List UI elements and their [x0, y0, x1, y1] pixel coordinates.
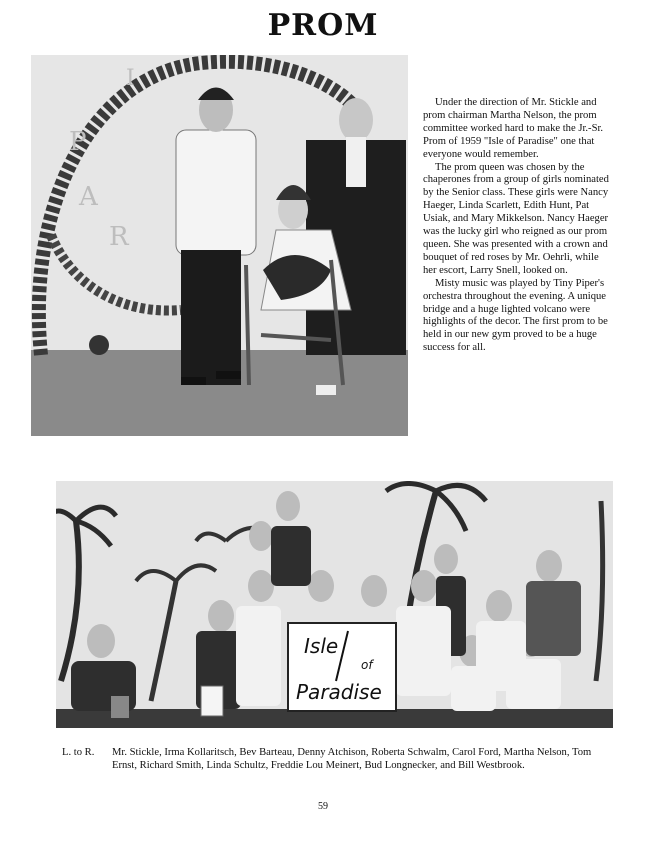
- caption-names: Mr. Stickle, Irma Kollaritsch, Bev Barteau, Denny Atchison, Roberta Schwalm, Carol Ford, Martha Nelson, Tom Ernst, Richard Smith, Linda Schultz, Freddie Lou Meinert, Bud Longnecker, and Bill Westbrook.: [112, 747, 592, 771]
- article-paragraph: The prom queen was chosen by the chaperones from a group of girls nominated by the Senior class. These girls were Nancy Haeger, Linda Scarlett, Edith Hunt, Pat Usiak, and Mary Mikkelson. Nancy Haeger was the lucky girl who reigned as our prom queen. She was presented with a crown and bouquet of red roses by Mr. Oehrli, while her escort, Larry Snell, looked on.: [423, 161, 609, 276]
- svg-text:A: A: [79, 182, 98, 212]
- svg-text:P: P: [69, 127, 87, 157]
- svg-text:R: R: [109, 222, 129, 252]
- page-number: 59: [318, 801, 328, 812]
- prom-queen-photo: [31, 55, 408, 436]
- article-paragraph: Under the direction of Mr. Stickle and prom chairman Martha Nelson, the prom committee worked hard to make the Jr.-Sr. Prom of 1959 "Isle of Paradise" one that everyone would remember.: [423, 97, 604, 160]
- article-text: [423, 97, 613, 355]
- page-title: PROM: [267, 8, 379, 43]
- svg-text:I: I: [126, 66, 135, 91]
- photo-caption: [62, 746, 602, 772]
- article-paragraph: Misty music was played by Tiny Piper's orchestra throughout the evening. A unique bridge and a huge lighted volcano were highlights of the decor. The first prom to be held in our new gym proved to be a huge success for all.: [423, 277, 608, 354]
- sign-text-paradise: Paradise: [296, 680, 382, 704]
- prom-committee-photo: [56, 481, 613, 728]
- sign-text-isle: Isle: [304, 634, 339, 658]
- caption-label: L. to R.: [62, 747, 95, 758]
- sign-text-of: of: [361, 658, 373, 672]
